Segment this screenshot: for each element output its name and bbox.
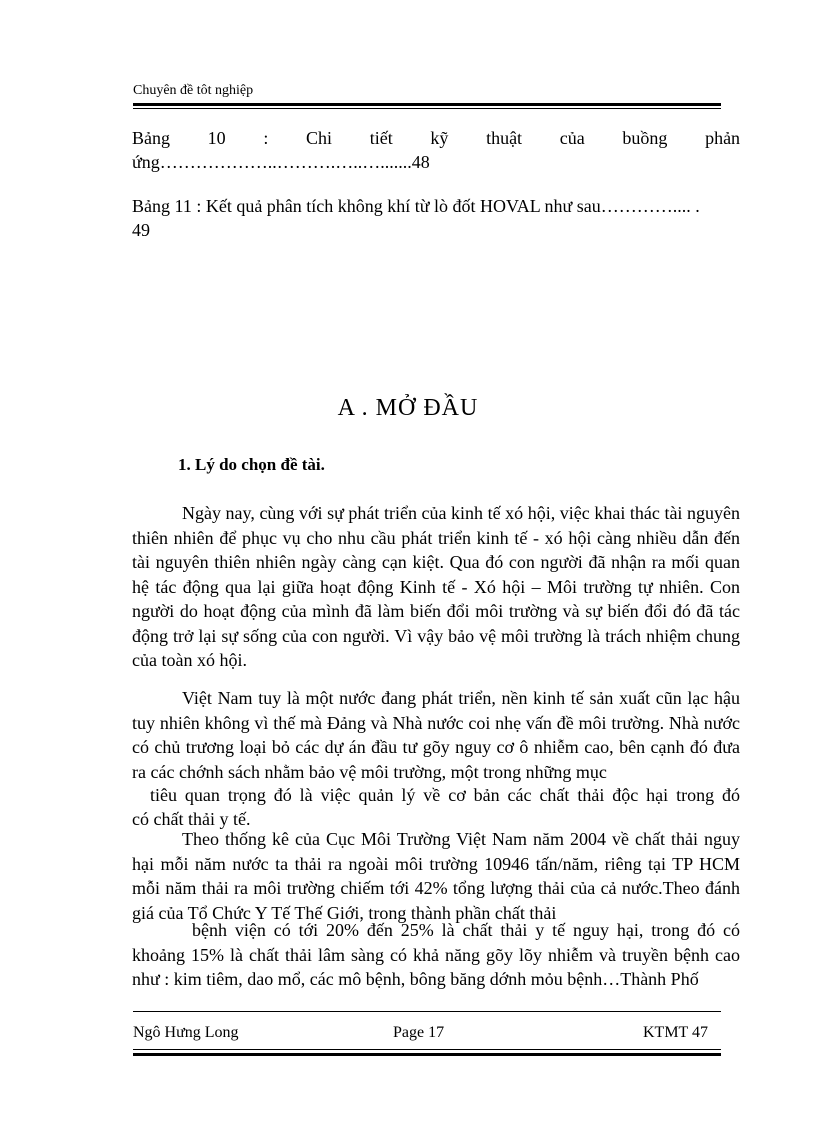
paragraph-3 (132, 827, 740, 925)
paragraph-3-cont (132, 918, 740, 992)
paragraph-3-text-b: bệnh viện có tới 20% đến 25% là chất thải y tế nguy hại, trong đó có khoảng 15% là chất thải lâm sàng có khả năng gõy lõy nhiễm và truyền bệnh cao như : kim tiêm, dao mổ, các mô bệnh, bông băng dớnh mỏu bệnh…Thành Phố (132, 920, 740, 989)
header-rule-thin (133, 108, 721, 109)
footer-author: Ngô Hưng Long (133, 1024, 239, 1041)
footer-rule-thin (133, 1011, 721, 1012)
toc-entry-11: Bảng 11 : Kết quả phân tích không khí từ lò đốt HOVAL như sau………….... . (132, 196, 700, 216)
paragraph-2-line (150, 783, 740, 808)
header-rule-thick (133, 103, 721, 106)
section-heading: 1. Lý do chọn đề tài. (178, 455, 325, 474)
paragraph-2-text-b: tiêu quan trọng đó là việc quản lý về cơ bản các chất thải độc hại trong đó (150, 785, 740, 805)
paragraph-2-text-a: Việt Nam tuy là một nước đang phát triển, nền kinh tế sản xuất cũn lạc hậu tuy nhiên không vì thế mà Đảng và Nhà nước coi nhẹ vấn đề môi trường. Nhà nước có chủ trương loại bỏ các dự án đầu tư gõy nguy cơ ô nhiễm cao, bên cạnh đó đưa ra các chớnh sách nhằm bảo vệ môi trường, một trong những mục (132, 688, 740, 782)
chapter-title: A . MỞ ĐẦU (337, 395, 479, 421)
paragraph-2 (132, 686, 740, 784)
toc-entry-11-cont: 49 (132, 220, 150, 240)
footer-rule-thin-2 (133, 1049, 721, 1050)
footer-class: KTMT 47 (643, 1024, 709, 1041)
paragraph-3-text-a: Theo thống kê của Cục Môi Trường Việt Nam năm 2004 về chất thải nguy hại mỗi năm nước ta thải ra ngoài môi trường 10946 tấn/năm, riêng tại TP HCM mỗi năm thải ra môi trường chiếm tới 42% tổng lượng thải của cả nước.Theo đánh giá của Tổ Chức Y Tế Thế Giới, trong thành phần chất thải (132, 829, 740, 923)
toc-entry-10: Bảng 10 : Chi tiết kỹ thuật của buồng phản (132, 128, 741, 148)
paragraph-1 (132, 501, 740, 673)
toc-entry-10-cont: ứng………………..……….…..….......48 (132, 152, 430, 172)
paragraph-1-text: Ngày nay, cùng với sự phát triển của kinh tế xó hội, việc khai thác tài nguyên thiên nhiên để phục vụ cho nhu cầu phát triển kinh tế - xó hội càng nhiều dẫn đến tài nguyên thiên nhiên ngày càng cạn kiệt. Qua đó con người đã nhận ra mối quan hệ tác động qua lại giữa hoạt động Kinh tế - Xó hội – Môi trường tự nhiên. Con người do hoạt động của mình đã làm biến đổi môi trường và sự biến đổi đó đã tác động trở lại sự sống của con người. Vì vậy bảo vệ môi trường là trách nhiệm chung của toàn xó hội. (132, 503, 740, 670)
footer-page-number: Page 17 (393, 1024, 445, 1041)
footer-rule-thick (133, 1053, 721, 1056)
paragraph-2-text-c: có chất thải y tế. (132, 809, 251, 829)
running-header: Chuyên đề tôt nghiệp (133, 83, 254, 98)
